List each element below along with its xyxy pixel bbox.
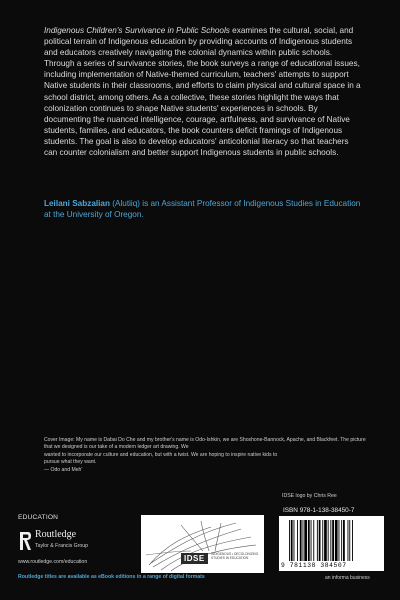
barcode-bar	[304, 520, 307, 561]
barcode-bar	[322, 520, 323, 561]
author-bio	[44, 198, 362, 220]
barcode-bar	[319, 520, 321, 561]
barcode-bar	[330, 520, 331, 561]
barcode-bar	[297, 520, 298, 561]
barcode-bar	[294, 520, 295, 561]
idse-logo-credit: IDSE logo by Chris Ree	[282, 493, 337, 499]
ebook-availability-note: Routledge titles are available as eBook editions in a range of digital formats	[18, 574, 205, 580]
book-description-text: examines the cultural, social, and political terrain of Indigenous education by providing accounts of Indigenous students and educators creatively navigating the colonial dynamics within public schools. Through a series of survivance stories, the book surveys a range of educational issues, including implementation of Native-themed curriculum, teachers' attempts to support Native students in their classrooms, and efforts to claim physical and cultural space in a school district, among others. As a collective, these stories highlight the ways that colonization continues to shape Native students' experiences in schools. By documenting the nuanced intelligence, courage, artfulness, and survivance of Native students, families, and educators, the book counters deficit framings of Indigenous students. The goal is also to develop educators' anticolonial literacy so that teachers can counter colonialism and better support Indigenous students in public schools.	[44, 26, 361, 158]
idse-sketch-icon	[141, 515, 264, 573]
author-name: Leilani Sabzalian	[44, 199, 110, 208]
informa-tagline: an informa business	[325, 575, 370, 581]
isbn-label: ISBN 978-1-138-38450-7	[283, 507, 355, 514]
subject-category: EDUCATION	[18, 514, 59, 521]
book-description	[44, 25, 362, 158]
barcode-bar	[332, 520, 334, 561]
idse-tagline: INDIGENOUS • DECOLONIZING STUDIES IN EDUCATION	[211, 552, 259, 560]
routledge-logo-icon	[18, 530, 32, 552]
publisher-name: Routledge	[35, 529, 77, 540]
barcode-bar	[303, 520, 304, 561]
cover-image-note	[44, 437, 374, 474]
barcode-bar	[317, 520, 318, 561]
cover-note-line: Cover Image: My name is Dabai Do Che and my brother's name is Odo-Ishkin, we are Shoshone-Bannock, Apache, and Blackfeet. The picture that we designed is our take of a modern ledger art drawing. We	[44, 437, 366, 451]
barcode-bars-icon	[289, 520, 379, 561]
barcode-bar	[291, 520, 293, 561]
cover-note-line: wanted to incorporate our culture and education, but with a twist. We are hoping to inspire native kids to	[44, 451, 278, 458]
barcode-bar	[343, 520, 345, 561]
book-title: Indigenous Children's Survivance in Public Schools	[44, 26, 230, 35]
barcode-bar	[328, 520, 329, 561]
barcode-bar	[335, 520, 338, 561]
cover-note-signature: — Odo and Meh'	[44, 466, 83, 473]
barcode-digits: 9 781138 384507	[281, 562, 347, 569]
barcode-bar	[339, 520, 340, 561]
barcode	[279, 516, 384, 571]
barcode-bar	[289, 520, 290, 561]
author-affiliation: (Alutiiq)	[109, 199, 141, 208]
barcode-bar	[308, 520, 310, 561]
barcode-bar	[348, 520, 349, 561]
barcode-bar	[352, 520, 353, 561]
idse-logo	[141, 515, 264, 573]
idse-label: IDSE	[181, 553, 208, 564]
publisher-website[interactable]: www.routledge.com/education	[18, 559, 88, 565]
barcode-bar	[300, 520, 302, 561]
barcode-bar	[349, 520, 350, 561]
barcode-bar	[324, 520, 327, 561]
publisher-group: Taylor & Francis Group	[35, 543, 89, 549]
barcode-bar	[313, 520, 314, 561]
author-bio-text: is an Assistant Professor of Indigenous Studies in Education at the University of Oregon.	[44, 199, 361, 220]
cover-note-line: pursue what they want.	[44, 459, 97, 466]
barcode-bar	[311, 520, 312, 561]
barcode-bar	[341, 520, 342, 561]
